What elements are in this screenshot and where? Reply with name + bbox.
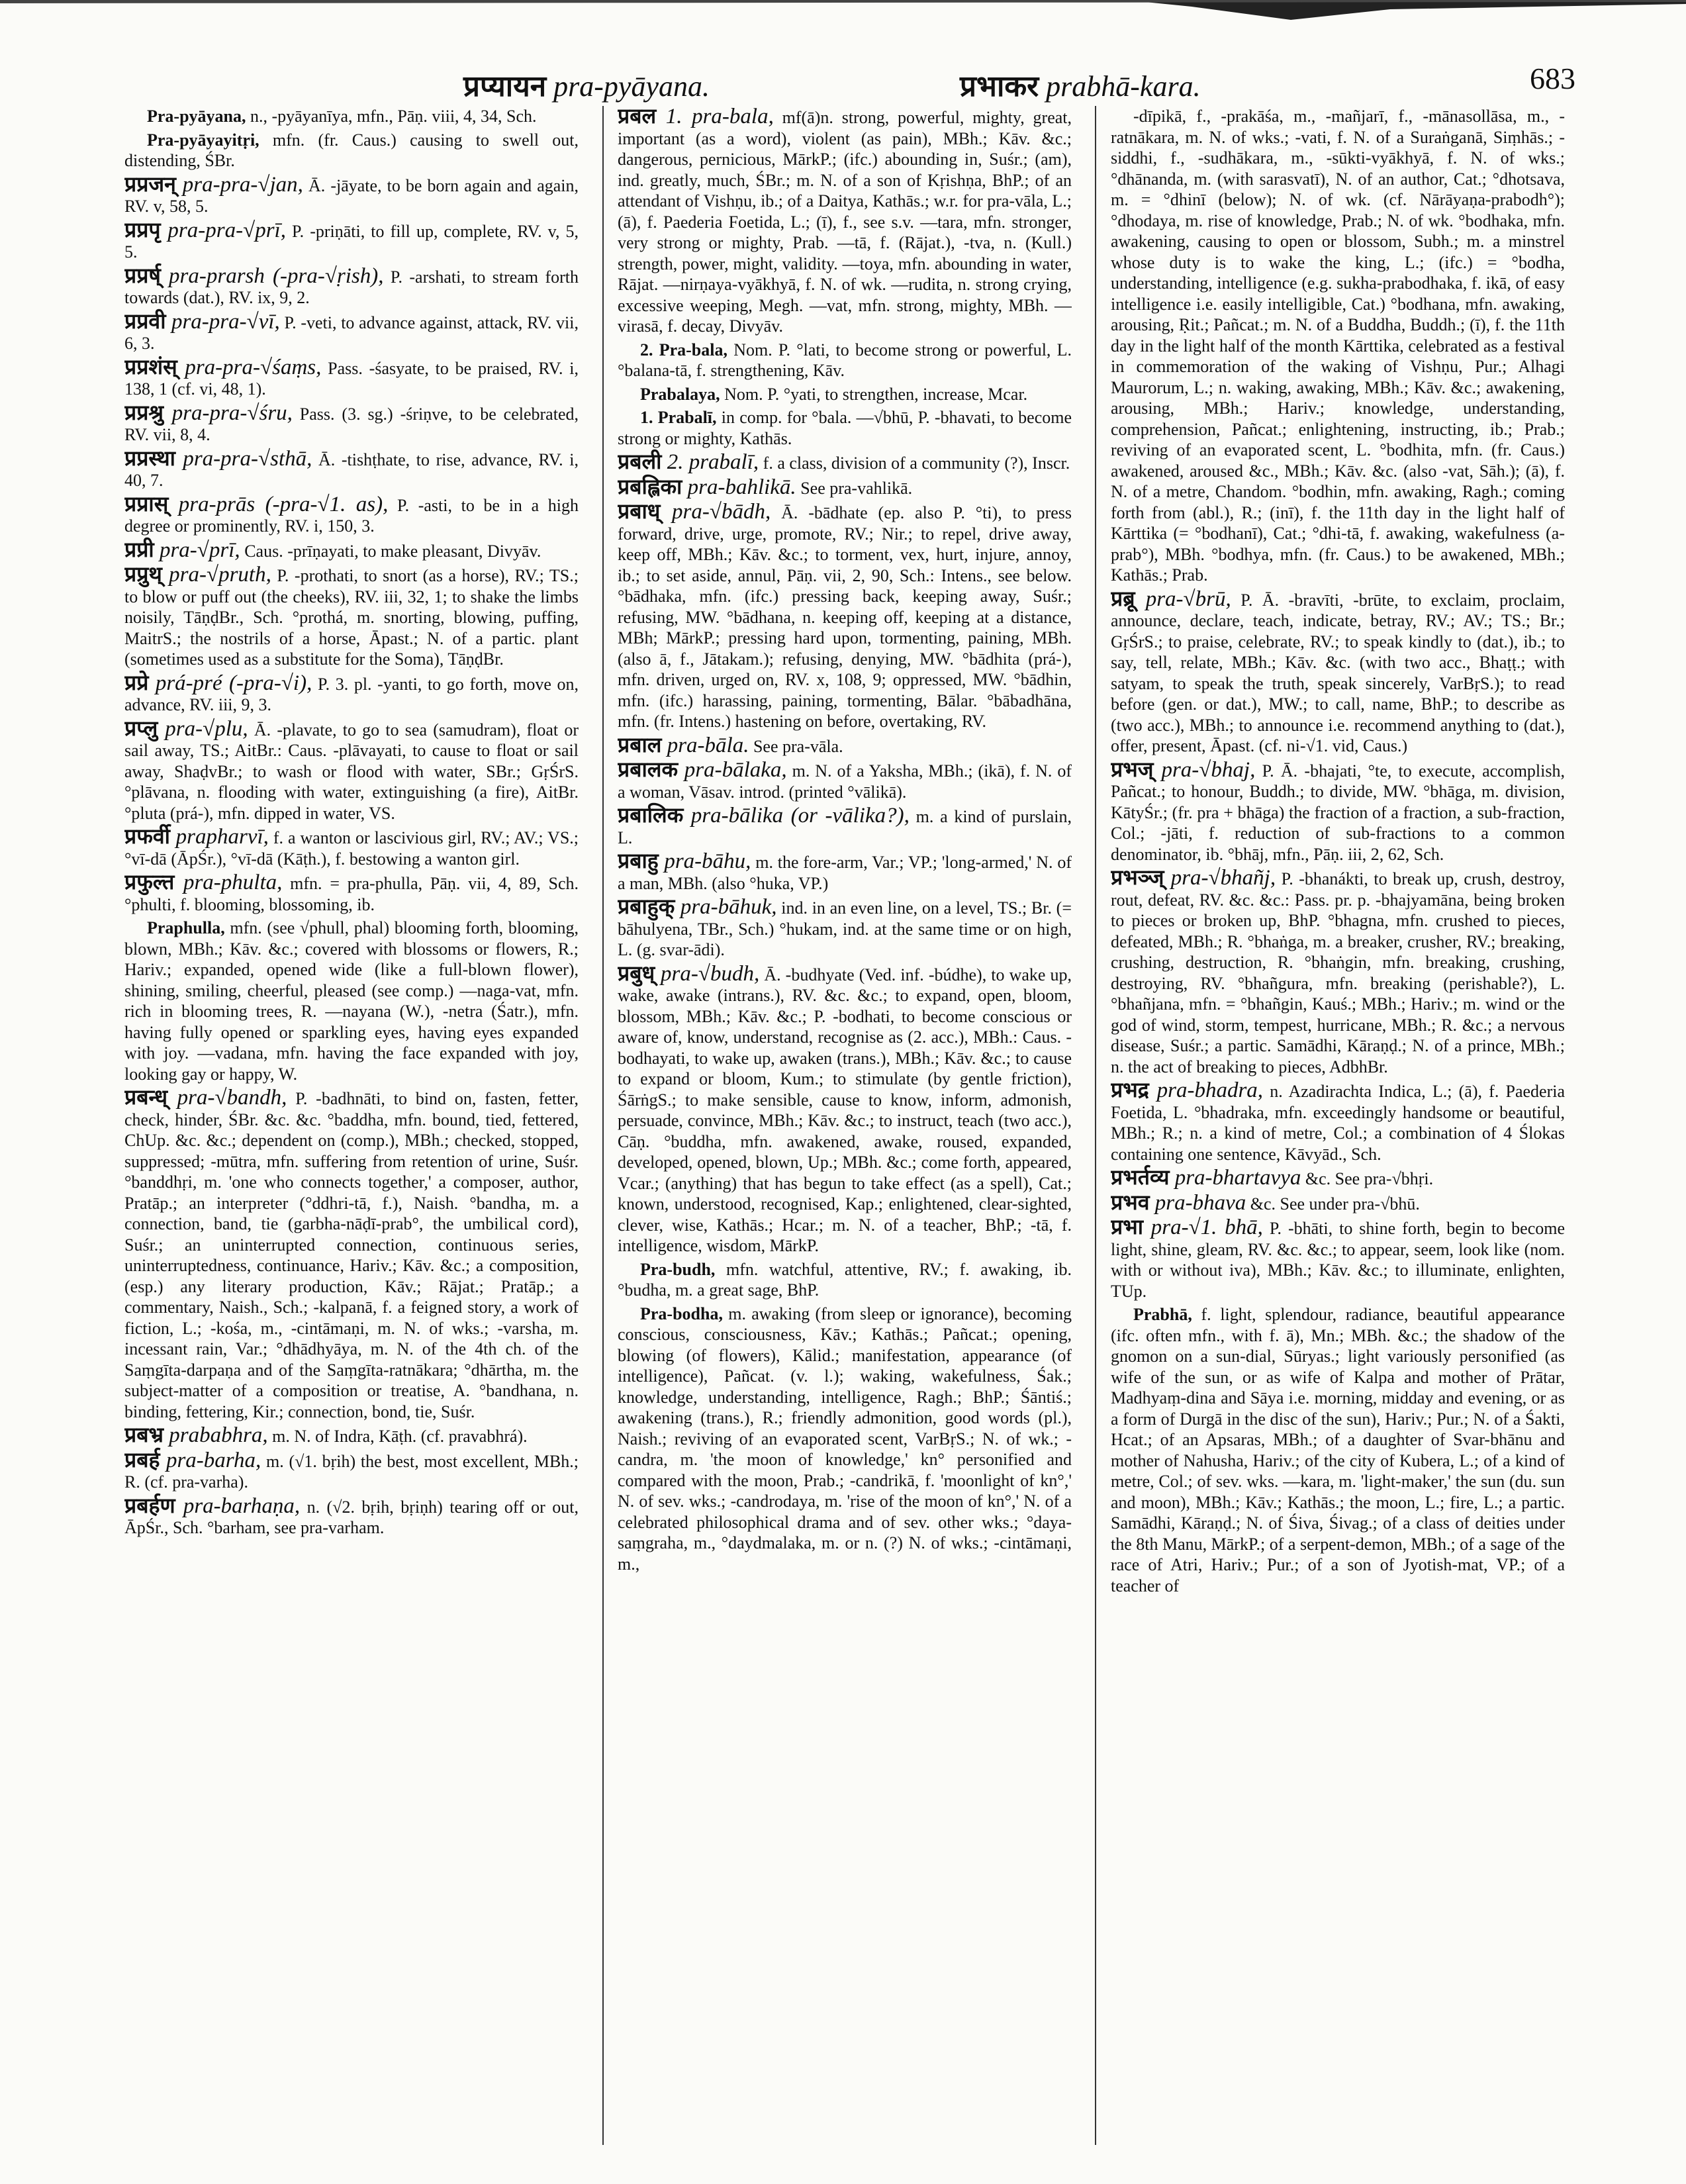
entry-headword bbox=[124, 264, 384, 288]
headword-transliteration: pra-pra-√śaṃs, bbox=[185, 355, 322, 379]
headword-devanagari: प्रप्लु bbox=[124, 715, 158, 741]
entry-definition: Caus. -prīṇayati, to make pleasant, Divyāv. bbox=[244, 541, 541, 561]
entry-headword bbox=[124, 310, 280, 334]
headword-transliteration: pra-√brū, bbox=[1145, 587, 1231, 611]
column-divider bbox=[602, 106, 604, 2145]
entry-definition: mf(ā)n. strong, powerful, mighty, great, important (as a word), violent (as pain), MBh.; Kāv. &c.; dangerous, pernicious, MārkP.; (ifc.) abounding in, Suśr.; (am), ind. greatly, much, ŚBr.; m. N. of a son of Kṛishṇa, BhP.; of an attendant of Vishṇu, ib.; of a Daitya, Kathās.; w.r. for pra-vāla, L.; (ā), f. Paederia Foetida, L.; (ī), f., see s.v. —tara, mfn. stronger, very strong or mighty, Prab. —tā, f. (Rājat.), -tva, n. (Kull.) strength, power, might, validity. —toya, mfn. abounding in water, Rājat. —nirṇaya-vyākhyā, f. N. of wk. —rudita, n. strong crying, excessive weeping, Megh. —vat, mfn. strong, mighty, MBh. —virasā, f. decay, Divyāv. bbox=[618, 108, 1072, 336]
entry-headword bbox=[618, 500, 771, 524]
header-right-devanagari: प्रभाकर bbox=[960, 70, 1039, 103]
headword-transliteration: pra-pra-√sthā, bbox=[183, 446, 312, 471]
headword-transliteration: pra-√bhañj, bbox=[1170, 866, 1276, 890]
entry-headword bbox=[124, 493, 388, 516]
dictionary-entry bbox=[618, 960, 1072, 1257]
entry-definition: P. -asti, to be in a high degree or prominently, RV. i, 150, 3. bbox=[124, 495, 579, 536]
entry-definition: n. (√2. bṛih, bṛiṇh) tearing off or out, ĀpŚr., Sch. °barham, see pra-varham. bbox=[124, 1497, 579, 1537]
headword-devanagari: प्रबली bbox=[618, 449, 662, 474]
dictionary-entry bbox=[1111, 1304, 1565, 1596]
column-2 bbox=[618, 106, 1072, 2145]
dictionary-entry bbox=[124, 171, 579, 217]
dictionary-entry bbox=[618, 732, 1072, 757]
headword-devanagari: प्रप्री bbox=[124, 536, 154, 562]
entry-definition: Ā. -tishṭhate, to rise, advance, RV. i, 40, 7. bbox=[124, 450, 579, 490]
headword-transliteration: pra-√bandh, bbox=[177, 1086, 287, 1110]
headword-transliteration: pra-√budh, bbox=[661, 961, 760, 986]
headword-devanagari: प्रबाध् bbox=[618, 499, 661, 524]
headword-devanagari: प्रप्रास् bbox=[124, 491, 169, 516]
entry-definition: mfn. = pra-phulla, Pāṇ. vii, 4, 89, Sch. °phulti, f. blooming, blossoming, ib. bbox=[124, 874, 579, 914]
entry-definition: m. the fore-arm, Var.; VP.; 'long-armed,' N. of a man, MBh. (also °huka, VP.) bbox=[618, 853, 1072, 893]
entry-headword bbox=[1111, 758, 1255, 782]
dictionary-entry bbox=[1111, 585, 1565, 757]
entry-headword bbox=[618, 849, 751, 873]
dictionary-entry bbox=[124, 1084, 579, 1422]
entry-definition: P. Ā. -bravīti, -brūte, to exclaim, proclaim, announce, declare, teach, indicate, betray, RV.; AV.; TS.; Br.; GṛŚrS.; to praise, celebrate, RV.; to speak kindly to (dat.), ib.; to say, tell, relate, MBh.; Kāv. &c. (with two acc., Bhaṭṭ.; with satyam, to speak the truth, speak sincerely, VarBṛS.); to read before (gen. or dat.), MW.; to call, name, BhP.; to describe as (two acc.), MBh.; to announce i.e. recommend anything to (dat.), offer, present, Āpast. (cf. ni-√1. vid, Caus.) bbox=[1111, 590, 1565, 755]
entry-definition: Ā. -plavate, to go to sea (samudram), float or sail away, TS.; AitBr.: Caus. -plāvayati, to cause to float or sail away, ShaḍvBr.; to wash or flood with water, SBr.; GṛŚrS. °plāvana, n. flooding with water, extinguishing (a fire), AitBr. °pluta (prá-), mfn. dipped in water, VS. bbox=[124, 720, 579, 823]
entry-definition: m. awaking (from sleep or ignorance), becoming conscious, consciousness, Kāv.; Kathās.; Pañcat.; opening, blowing (of flowers), Kālid.; manifestation, appearance (of intelligence), Pañcat. (v. l.); waking, wakefulness, Śak.; knowledge, understanding, intelligence, Ragh.; BhP.; Śāntiś.; awakening (trans.), R.; friendly admonition, good words (pl.), Naish.; reviving of an evaporated scent, VarBṛS.; N. of wk.; -candra, m. 'the moon of knowledge,' kn° personified and compared with the moon, Prab.; -candrikā, f. 'moonlight of kn°,' N. of sev. wks.; -candrodaya, m. 'rise of the moon of kn°,' N. of a celebrated philosophical drama and of sev. other wks.; °daya-saṃgraha, m., °daydmalaka, m. or n. (?) N. of wks.; -cintāmaṇi, m., bbox=[618, 1304, 1072, 1574]
entry-definition: Pass. (3. sg.) -śriṇve, to be celebrated, RV. vii, 8, 4. bbox=[124, 404, 579, 444]
dictionary-entry bbox=[1111, 756, 1565, 865]
entry-definition: P. -arshati, to stream forth towards (dat.), RV. ix, 9, 2. bbox=[124, 267, 579, 307]
entry-definition: See pra-vāla. bbox=[753, 736, 843, 756]
headword-devanagari: प्रप्रुथ् bbox=[124, 561, 162, 587]
entry-definition: mfn. watchful, attentive, RV.; f. awaking, ib. °budha, m. a great sage, BhP. bbox=[618, 1259, 1072, 1300]
entry-definition: P. -badhnāti, to bind on, fasten, fetter, check, hinder, ŚBr. &c. &c. °baddha, mfn. bound, tied, fettered, ChUp. &c. &c.; dependent on (comp.), MBh.; checked, stopped, suppressed; -mūtra, mfn. suffering from retention of urine, Suśr. °banddhṛi, m. 'one who connects together,' a composer, author, Pratāp.; an interpreter (°ddhri-tā, f.), Naish. °bandha, m. a connection, band, tie (garbha-nāḍī-prab°, the umbilical cord), Suśr.; an uninterrupted connection, continuous series, uninterruptedness, continuance, Hariv.; Kāv. &c.; a composition, (esp.) any literary production, Kāv.; Rājat.; Pratāp.; a commentary, Naish., Sch.; -kalpanā, f. a feigned story, a work of fiction, L.; -kośa, m., -cintāmaṇi, m. N. of wks.; -varsha, m. incessant rain, Var.; °dhādhyāya, m. N. of the 4th ch. of the Saṃgīta-darpaṇa and of the Saṃgīta-ratnākara; °dhārtha, m. the subject-matter of a composition or treatise, A. °bandhana, n. binding, fettering, Kir.; connection, bond, tie, Suśr. bbox=[124, 1089, 579, 1421]
column-1 bbox=[124, 106, 579, 2145]
headword-transliteration: pra-√plu, bbox=[165, 716, 248, 741]
headword-devanagari: प्रप्रश्रु bbox=[124, 399, 164, 425]
headword-devanagari: प्रफर्वी bbox=[124, 824, 170, 849]
headword-transliteration: pra-phulta, bbox=[183, 871, 283, 894]
entry-headword bbox=[1111, 866, 1276, 890]
dictionary-entry bbox=[618, 501, 1072, 732]
entry-definition: ind. in an even line, on a level, TS.; Br. (= bāhulyena, TBr., Sch.) °hukam, ind. at the same time or on high, L. (g. svar-ādi). bbox=[618, 898, 1072, 959]
entry-headword bbox=[618, 804, 910, 828]
dictionary-entry bbox=[124, 130, 579, 171]
headword-devanagari: प्रप्रस्था bbox=[124, 445, 175, 471]
headword-transliteration: pra-√pruth, bbox=[169, 563, 271, 587]
entry-definition: m. a kind of purslain, L. bbox=[618, 807, 1072, 847]
entry-headword bbox=[124, 447, 312, 471]
headword-transliteration: 2. prabalī, bbox=[667, 450, 759, 474]
entry-headword bbox=[124, 1423, 268, 1447]
dictionary-entry bbox=[124, 869, 579, 915]
header-right-transliteration: prabhā-kara. bbox=[1046, 70, 1201, 103]
headword-transliteration: pra-pra-√prī, bbox=[167, 218, 286, 242]
dictionary-entry bbox=[124, 1422, 579, 1447]
dictionary-entry bbox=[1111, 1164, 1565, 1190]
entry-headword bbox=[618, 475, 796, 499]
headword-transliteration: pra-prās (-pra-√1. as), bbox=[178, 492, 389, 516]
headword-devanagari: प्रप्रे bbox=[124, 669, 149, 695]
headword-devanagari: प्रबाहु bbox=[618, 848, 659, 873]
dictionary-entry bbox=[1111, 1077, 1565, 1164]
headword-transliteration: pra-bālaka, bbox=[684, 758, 787, 782]
entry-headword bbox=[124, 218, 286, 242]
entry-definition: m. N. of Indra, Kāṭh. (cf. pravabhrá). bbox=[272, 1427, 528, 1446]
entry-definition: &c. See under pra-√bhū. bbox=[1250, 1194, 1420, 1213]
dictionary-entry bbox=[618, 473, 1072, 499]
entry-headword bbox=[618, 758, 787, 782]
headword-devanagari: प्रभा bbox=[1111, 1214, 1143, 1239]
dictionary-entry bbox=[124, 1492, 579, 1539]
dictionary-entry bbox=[618, 1259, 1072, 1301]
headword-transliteration: prapharvī, bbox=[175, 825, 269, 849]
headword-transliteration: pra-√bādh, bbox=[672, 500, 771, 524]
page-number: 683 bbox=[1530, 62, 1575, 95]
headword-devanagari: प्रबल bbox=[618, 106, 657, 128]
headword-devanagari: प्रबुध् bbox=[618, 960, 655, 986]
headword-devanagari: प्रबह्लिका bbox=[618, 473, 682, 499]
entry-definition: m. N. of a Yaksha, MBh.; (ikā), f. N. of a woman, Vāsav. introd. (printed °vālikā). bbox=[618, 761, 1072, 802]
entry-definition: P. -prothati, to snort (as a horse), RV.; TS.; to blow or puff out (the cheeks), RV. iii, 32, 1; to shake the limbs noisily, TāṇḍBr., Sch. °prothá, m. snorting, blowing, puffing, MaitrS.; the nostrils of a horse, Āpast.; N. of a partic. plant (sometimes used as a substitute for the Soma), TāṇḍBr. bbox=[124, 566, 579, 669]
headword-transliteration: pra-bhadra, bbox=[1156, 1078, 1264, 1102]
headword-transliteration: pra-barha, bbox=[165, 1448, 261, 1472]
headword-devanagari: प्रप्रर्ष् bbox=[124, 262, 161, 288]
dictionary-entry bbox=[1111, 1214, 1565, 1302]
entry-definition: n., -pyāyanīya, mfn., Pāṇ. viii, 4, 34, Sch. bbox=[250, 107, 537, 126]
entry-definition: f. a class, division of a community (?), Inscr. bbox=[763, 453, 1070, 473]
headword-transliteration: pra-√bhaj, bbox=[1161, 757, 1256, 782]
entry-headword bbox=[1111, 1191, 1246, 1215]
entry-headword bbox=[618, 450, 759, 474]
entry-definition: mfn. (see √phull, phal) blooming forth, blooming, blown, MBh.; Kāv. &c.; covered with blossoms or flowers, R.; Hariv.; expanded, opened wide (like a full-blown flower), shining, smiling, cheerful, pleased (see comp.) —naga-vat, mfn. rich in blooming trees, R. —nayana (W.), -netra (Śatr.), mfn. having fully opened or sparkling eyes, having eyes expanded with joy. —vadana, mfn. having the face expanded with joy, looking gay or happy, W. bbox=[124, 918, 579, 1084]
headword-devanagari: प्रप्रजन् bbox=[124, 171, 176, 197]
dictionary-entry bbox=[618, 1304, 1072, 1575]
entry-headword bbox=[618, 106, 774, 128]
headword-devanagari: प्रभज् bbox=[1111, 756, 1154, 782]
header-left-headword bbox=[463, 65, 710, 105]
entry-definition: f. a wanton or lascivious girl, RV.; AV.; VS.; °vī-dā (ĀpŚr.), °vī-dā (Kāṭh.), f. bestowing a wanton girl. bbox=[124, 828, 579, 869]
entry-headword bbox=[1111, 1166, 1301, 1190]
headword-transliteration: pra-bhava bbox=[1154, 1190, 1246, 1215]
dictionary-entry bbox=[1111, 106, 1565, 586]
entry-definition: P. -bhanákti, to break up, crush, destroy, rout, defeat, RV. &c. &c.: Pass. pr. p. -bhajyamāna, being broken to pieces or broken up, BhP. °bhagna, mfn. crushed to pieces, defeated, MBh.; R. °bhaṅga, m. a breaker, crusher, RV.; breaking, crushing, destruction, R. °bhaṅgin, mfn. breaking, crushing, destroying, RV. °bhañgura, mfn. breaking (perishable?), L. °bhañjana, mfn. = °bhañgin, Kauś.; MBh.; Hariv.; m. wind or the god of wind, storm, tempest, hurricane, MBh.; R. &c.; a nervous disease, Suśr.; a partic. Samādhi, Kāraṇḍ.; N. of a prince, MBh.; n. the act of breaking to pieces, AdbhBr. bbox=[1111, 869, 1565, 1076]
dictionary-entry bbox=[124, 918, 579, 1084]
headword-transliteration: pra-bāla. bbox=[667, 733, 749, 757]
entry-definition: P. -priṇāti, to fill up, complete, RV. v, 5, 5. bbox=[124, 221, 579, 261]
dictionary-entry bbox=[124, 715, 579, 824]
entry-definition: Ā. -bādhate (ep. also P. °ti), to press forward, drive, urge, promote, RV.; Nir.; to repel, drive away, keep off, MBh.; Kāv. &c.; to torment, vex, hurt, injure, annoy, ib.; to set aside, annul, Pāṇ. vii, 2, 90, Sch.: Intens., see below. °bādhaka, mfn. (ifc.) pressing back, keeping away, Suśr.; refusing, MW. °bādhana, n. keeping off, keeping at a distance, MBh; MārkP.; pressing hard upon, tormenting, paining, MBh. (also ā, f., Jātakam.); refusing, denying, MW. °bādhita (prá-), mfn. driven, urged on, RV. x, 108, 9; oppressed, MW. °bādhin, mfn. (ifc.) harassing, paining, tormenting, Bālar. °bābadhāna, mfn. (fr. Intens.) hastening on before, overtaking, RV. bbox=[618, 503, 1072, 731]
headword-devanagari: प्रबालक bbox=[618, 757, 679, 782]
entry-headword bbox=[124, 401, 293, 425]
headword-devanagari: प्रबन्ध् bbox=[124, 1084, 168, 1110]
subentry-headword: Pra-bodha, bbox=[640, 1304, 723, 1323]
subentry-headword: Pra-pyāyana, bbox=[147, 107, 246, 126]
entry-headword bbox=[124, 717, 248, 741]
entry-definition: f. light, splendour, radiance, beautiful appearance (ifc. often mfn., with f. ā), Mn.; MBh. &c.; the shadow of the gnomon on a sun-dial, Sūryas.; light variously personified (as wife of the sun, or as wife of Kalpa and mother of Prātar, Madhyaṃ-dina and Sāya i.e. morning, midday and evening, or as a form of Durgā in the disc of the sun), Hariv.; Pur.; N. of a Śakti, Hcat.; of an Apsaras, MBh.; of a daughter of Svar-bhānu and mother of Nahusha, Hariv.; of the city of Kubera, L.; of a kind of metre, Col.; of sev. wks. —kara, m. 'light-maker,' the sun (du. sun and moon), MBh.; Kāv.; Kathās.; the moon, L.; fire, L.; a partic. Samādhi, Kāraṇḍ.; N. of Śiva, Śivag.; of a class of deities under the 8th Manu, MārkP.; of a serpent-demon, MBh.; of a sage of the race of Atri, Hariv.; Pur.; of a son of Jyotish-mat, VP.; of a teacher of bbox=[1111, 1305, 1565, 1595]
headword-transliteration: pra-bahlikā. bbox=[687, 475, 796, 499]
entry-definition: P. -veti, to advance against, attack, RV. vii, 6, 3. bbox=[124, 312, 579, 353]
entry-headword bbox=[124, 1494, 300, 1518]
headword-transliteration: pra-pra-√jan, bbox=[182, 172, 303, 197]
headword-devanagari: प्रबालिक bbox=[618, 802, 684, 828]
entry-definition: &c. See pra-√bhṛi. bbox=[1305, 1169, 1434, 1188]
entry-definition: n. Azadirachta Indica, L.; (ā), f. Paederia Foetida, L. °bhadraka, mfn. exceedingly handsome or beautiful, MBh.; R.; n. a kind of metre, Col.; a combination of 4 Ślokas containing one sentence, Kāvyād., Sch. bbox=[1111, 1082, 1565, 1164]
dictionary-entry bbox=[1111, 867, 1565, 1077]
headword-transliteration: pra-pra-√vī, bbox=[171, 309, 280, 334]
headword-devanagari: प्रबर्हण bbox=[124, 1492, 175, 1518]
subentry-headword: 2. Pra-bala, bbox=[640, 340, 727, 359]
dictionary-entry bbox=[124, 399, 579, 446]
entry-definition: Pass. -śasyate, to be praised, RV. i, 138, 1 (cf. vi, 48, 1). bbox=[124, 358, 579, 399]
dictionary-entry bbox=[618, 384, 1072, 405]
dictionary-entry bbox=[124, 826, 579, 869]
entry-definition: m. (√1. bṛih) the best, most excellent, MBh.; R. (cf. pra-varha). bbox=[124, 1451, 579, 1492]
entry-definition: -dīpikā, f., -prakāśa, m., -mañjarī, f., -mānasollāsa, m., -ratnākara, m. N. of wks.; -vati, f. N. of a Suraṅganā, Siṃhās.; -siddhi, f., -sudhākara, m., -sūkti-vyākhyā, f. N. of wks.; °dhānanda, m. (with sarasvatī), N. of an author, Cat.; °dhotsava, m. = °dhinī (below); N. of wk. (cf. Nārāyaṇa-prabodh°); °dhodaya, m. rise of knowledge, Prab.; N. of wk. °bodhaka, mfn. awakening, causing to open or blossom, Subh.; m. a minstrel whose duty is to wake the king, L.; (ifc.) = °bodha, understanding, intelligence (e.g. sukha-prabodhaka, f. ikā, of easy intelligence i.e. easily intelligible, Cat.) °bodhana, mfn. awaking, arousing, Ṛit.; Pañcat.; m. N. of a Buddha, Buddh.; (ī), f. the 11th day in the light half of the month Kārttika, celebrated as a festival in commemoration of the waking of Vishṇu, Pur.; Alhagi Maurorum, L.; n. waking, awaking, MBh.; Kāv. &c.; awakening, arousing, MBh.; Hariv.; knowledge, understanding, comprehension, Pañcat.; enlightening, instructing, ib.; Prab.; reviving of an evaporated scent, L. °bodhita, mfn. (fr. Caus.) awakened, aroused &c., MBh.; Kāv. &c. (also -vat, Sāh.); (ā), f. N. of a metre, Chandom. °bodhin, mfn. awaking, Ragh.; coming forth from (abl.), R.; (inī), f. the 11th day in the light half of Kārttika (= °bodhanī), Cat.; °dhi-tā, f. awaking, wakefulness (a-prab°), MBh. °bodhya, mfn. (fr. Caus.) to be awakened, MBh.; Kathās.; Prab. bbox=[1111, 107, 1565, 585]
dictionary-entry bbox=[124, 445, 579, 491]
headword-transliteration: pra-barhaṇa, bbox=[183, 1494, 301, 1518]
column-divider bbox=[1095, 106, 1096, 2145]
entry-headword bbox=[124, 871, 282, 894]
entry-definition: Nom. P. °lati, to become strong or powerful, L. °balana-tā, f. strengthening, Kāv. bbox=[618, 340, 1072, 380]
dictionary-entry bbox=[618, 106, 1072, 337]
entry-headword bbox=[124, 1086, 287, 1110]
dictionary-entry bbox=[618, 802, 1072, 848]
headword-transliteration: pra-bāhu, bbox=[664, 849, 751, 873]
headword-transliteration: 1. pra-bala, bbox=[665, 106, 774, 128]
entry-headword bbox=[618, 895, 777, 919]
page-header bbox=[132, 57, 1575, 103]
dictionary-entry bbox=[618, 759, 1072, 802]
headword-transliteration: prababhra, bbox=[169, 1423, 268, 1447]
header-right-headword bbox=[960, 65, 1201, 105]
entry-headword bbox=[618, 734, 749, 757]
entry-headword bbox=[124, 1448, 261, 1472]
entry-headword bbox=[1111, 587, 1231, 611]
subentry-headword: Praphulla, bbox=[147, 918, 225, 937]
headword-transliteration: pra-bāhuk, bbox=[680, 895, 777, 919]
headword-devanagari: प्रभञ्ज् bbox=[1111, 865, 1164, 890]
headword-devanagari: प्रभव bbox=[1111, 1189, 1150, 1215]
entry-definition: in comp. for °bala. —√bhū, P. -bhavati, to become strong or mighty, Kathās. bbox=[618, 408, 1072, 448]
entry-definition: P. 3. pl. -yanti, to go forth, move on, advance, RV. iii, 9, 3. bbox=[124, 674, 579, 714]
headword-transliteration: pra-√prī, bbox=[159, 538, 240, 562]
dictionary-entry bbox=[124, 354, 579, 400]
headword-transliteration: pra-prarsh (-pra-√ṛish), bbox=[169, 263, 384, 288]
subentry-headword: Pra-budh, bbox=[640, 1259, 716, 1279]
subentry-headword: Pra-pyāyayitṛi, bbox=[147, 130, 259, 150]
entry-definition: Nom. P. °yati, to strengthen, increase, Mcar. bbox=[724, 384, 1028, 404]
entry-definition: P. Ā. -bhajati, °te, to execute, accomplish, Pañcat.; to honour, Buddh.; to divide, MW. °bhāga, m. division, KātyŚr.; (fr. pra + bhāga) the fraction of a fraction, a sub-fraction, Col.; -jāti, f. reduction of sub-fractions to a common denominator, ib. °bhāj, mfn., Pāṇ. iii, 2, 62, Sch. bbox=[1111, 761, 1565, 864]
entry-headword bbox=[124, 538, 240, 562]
headword-transliteration: pra-√1. bhā, bbox=[1150, 1215, 1263, 1239]
headword-transliteration: pra-bālika (or -vālika?), bbox=[690, 804, 910, 828]
scan-edge-artifact bbox=[0, 0, 1686, 26]
headword-transliteration: prá-pré (-pra-√i), bbox=[155, 671, 312, 695]
entry-headword bbox=[124, 671, 312, 695]
header-left-transliteration: pra-pyāyana. bbox=[553, 70, 710, 103]
headword-transliteration: pra-pra-√śru, bbox=[171, 401, 293, 425]
headword-transliteration: pra-bhartavya bbox=[1174, 1166, 1301, 1190]
entry-headword bbox=[1111, 1078, 1263, 1102]
headword-devanagari: प्रभर्तव्य bbox=[1111, 1164, 1170, 1190]
dictionary-entry bbox=[124, 308, 579, 354]
dictionary-entry bbox=[618, 896, 1072, 961]
headword-devanagari: प्रबर्ह bbox=[124, 1447, 160, 1472]
dictionary-columns bbox=[124, 106, 1581, 2158]
entry-headword bbox=[124, 563, 271, 587]
entry-definition: mfn. (fr. Caus.) causing to swell out, distending, ŚBr. bbox=[124, 130, 579, 170]
dictionary-entry bbox=[618, 848, 1072, 894]
entry-headword bbox=[124, 825, 269, 849]
headword-devanagari: प्रप्रवी bbox=[124, 308, 166, 334]
headword-devanagari: प्रब्रू bbox=[1111, 585, 1135, 611]
dictionary-entry bbox=[124, 216, 579, 263]
entry-headword bbox=[618, 962, 759, 986]
header-left-devanagari: प्रप्यायन bbox=[463, 70, 547, 103]
dictionary-entry bbox=[124, 106, 579, 127]
entry-definition: P. -bhāti, to shine forth, begin to become light, shine, gleam, RV. &c. &c.; to appear, seem, look like (nom. with or without iva), MBh.; Kāv. &c.; to illuminate, enlighten, TUp. bbox=[1111, 1219, 1565, 1301]
entry-headword bbox=[124, 173, 303, 197]
headword-devanagari: प्रभद्र bbox=[1111, 1077, 1149, 1102]
headword-devanagari: प्रबभ्र bbox=[124, 1422, 164, 1447]
subentry-headword: Prabhā, bbox=[1133, 1305, 1192, 1324]
headword-devanagari: प्रबाल bbox=[618, 732, 662, 757]
dictionary-entry bbox=[124, 262, 579, 309]
column-3 bbox=[1111, 106, 1565, 2145]
subentry-headword: Prabalaya, bbox=[640, 384, 720, 404]
headword-devanagari: प्रप्रशंस् bbox=[124, 354, 177, 379]
dictionary-entry bbox=[618, 340, 1072, 381]
dictionary-entry bbox=[124, 561, 579, 670]
entry-headword bbox=[1111, 1215, 1263, 1239]
headword-devanagari: प्रफुल्त bbox=[124, 869, 175, 894]
dictionary-entry bbox=[618, 451, 1072, 474]
dictionary-entry bbox=[618, 407, 1072, 449]
entry-definition: Ā. -budhyate (Ved. inf. -búdhe), to wake up, wake, awake (intrans.), RV. &c. &c.; to expand, open, bloom, blossom, MBh.; Kāv. &c.; P. -bodhati, to become conscious or aware of, know, understand, recognise as (2. acc.), MBh.: Caus. -bodhayati, to wake up, awaken (trans.), MBh.; Kāv. &c.; to cause to expand or bloom, Kum.; to stimulate (by gentle friction), ŚārṅgS.; to make sensible, cause to know, inform, admonish, persuade, convince, MBh.; Kāv. &c.; to instruct, teach (two acc.), Cāṇ. °buddha, mfn. awakened, awake, roused, expanded, developed, opened, blown, Up.; MBh. &c.; come forth, appeared, Vcar.; (anything) that has begun to take effect (as a spell), Cat.; known, understood, recognised, Kap.; enlightened, clear-sighted, clever, wise, Kathās.; Hcar.; m. N. of a teacher, BhP.; -tā, f. intelligence, wisdom, MārkP. bbox=[618, 965, 1072, 1255]
subentry-headword: 1. Prabalī, bbox=[640, 408, 717, 427]
entry-definition: Ā. -jāyate, to be born again and again, RV. v, 58, 5. bbox=[124, 175, 579, 216]
dictionary-entry bbox=[124, 536, 579, 562]
dictionary-entry bbox=[124, 491, 579, 537]
entry-headword bbox=[124, 356, 321, 379]
dictionary-entry bbox=[1111, 1189, 1565, 1215]
dictionary-entry bbox=[124, 1447, 579, 1493]
headword-devanagari: प्रप्रपृ bbox=[124, 216, 161, 242]
dictionary-entry bbox=[124, 669, 579, 716]
entry-definition: See pra-vahlikā. bbox=[800, 478, 913, 498]
headword-devanagari: प्रबाहुक् bbox=[618, 894, 675, 919]
